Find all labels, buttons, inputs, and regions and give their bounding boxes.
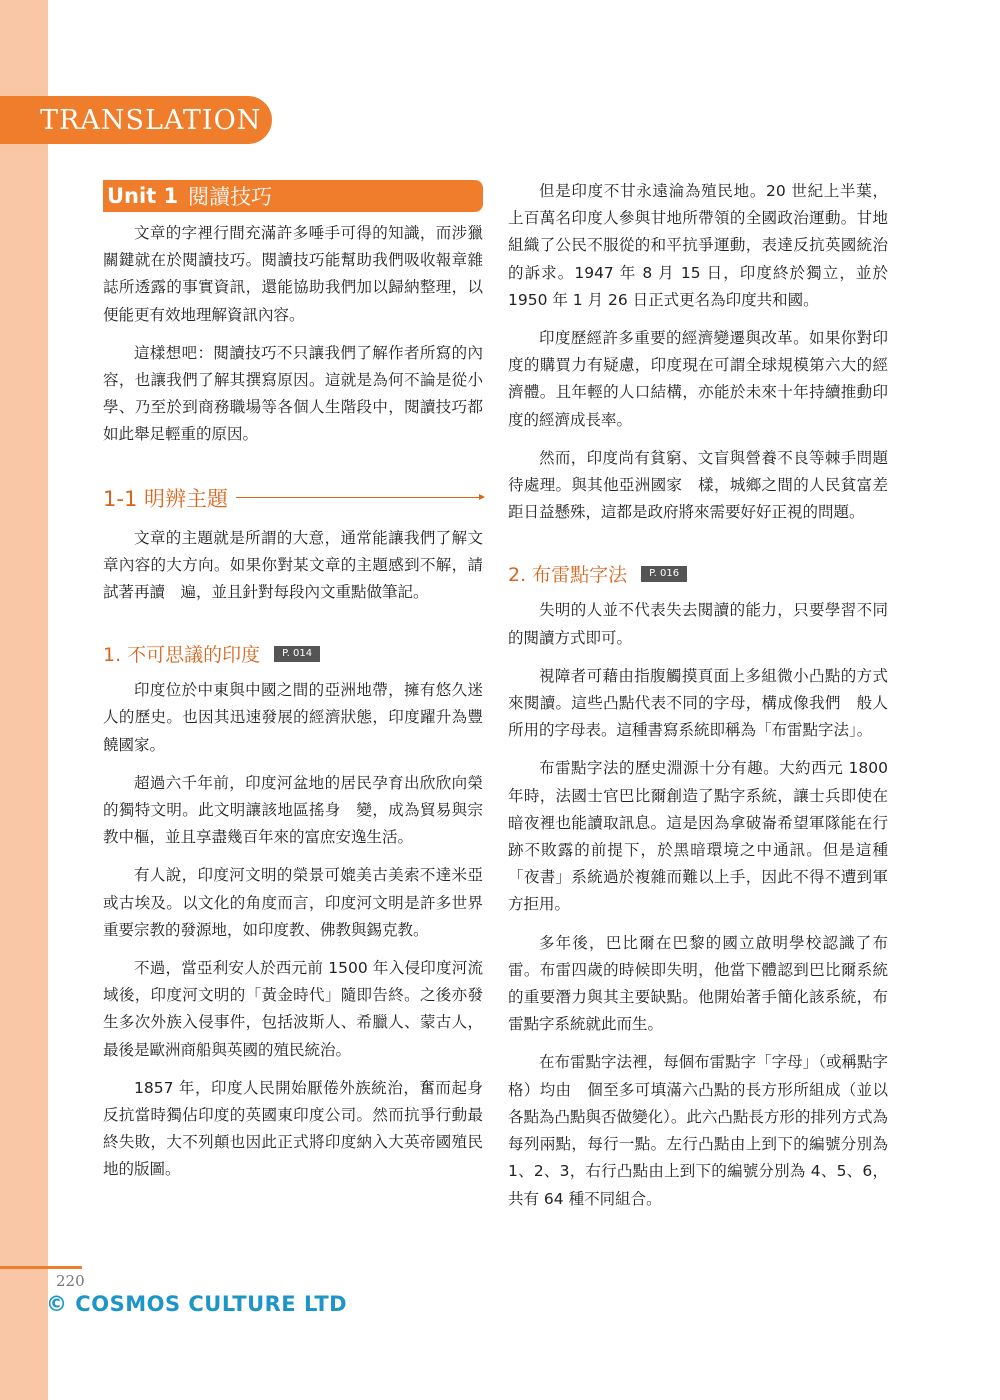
- unit-number: Unit 1: [107, 184, 179, 208]
- section-heading: [103, 483, 483, 513]
- intro-paragraph: 這樣想吧：閱讀技巧不只讓我們了解作者所寫的內容，也讓我們了解其撰寫原因。這就是為何不論是從小學、乃至於到商務職場等各個人生階段中，閱讀技巧都如此舉足輕重的原因。: [103, 343, 483, 444]
- page-number: 220: [56, 1272, 85, 1290]
- article-paragraph: 超過六千年前，印度河盆地的居民孕育出欣欣向榮的獨特文明。此文明讓該地區搖身 變，成為貿易與宗教中樞，並且享盡幾百年來的富庶安逸生活。: [103, 773, 483, 847]
- page-reference-badge: P. 016: [641, 566, 687, 582]
- section-paragraph: 文章的主題就是所謂的大意，通常能讓我們了解文章內容的大方向。如果你對某文章的主題感到不解，請試著再讀 遍，並且針對每段內文重點做筆記。: [103, 528, 483, 602]
- translation-banner: [0, 96, 272, 144]
- article-paragraph: 印度位於中東與中國之間的亞洲地帶，擁有悠久迷人的歷史。也因其迅速發展的經濟狀態，印度躍升為豐饒國家。: [103, 681, 483, 754]
- article-paragraph: 有人說，印度河文明的榮景可媲美古美索不達米亞或古埃及。以文化的角度而言，印度河文明是許多世界重要宗教的發源地，如印度教、佛教與錫克教。: [103, 866, 483, 939]
- right-column: [508, 178, 888, 1224]
- article-title: 1. 不可思議的印度: [103, 644, 261, 667]
- footer-accent-line: [0, 1266, 82, 1269]
- article-heading: [508, 560, 888, 587]
- article-paragraph: 然而，印度尚有貧窮、文盲與營養不良等棘手問題待處理。與其他亞洲國家 樣，城鄉之間的人民貧富差距日益懸殊，這都是政府將來需要好好正視的問題。: [508, 448, 888, 522]
- article-paragraph: 1857 年，印度人民開始厭倦外族統治，奮而起身反抗當時獨佔印度的英國東印度公司。然而抗爭行動最終失敗，大不列顛也因此正式將印度納入大英帝國殖民地的版圖。: [103, 1078, 483, 1179]
- section-arrow-line: [236, 497, 483, 498]
- side-color-strip: [0, 0, 48, 1400]
- article-heading: [103, 640, 483, 667]
- article-title: 2. 布雷點字法: [508, 564, 628, 587]
- article-paragraph: 視障者可藉由指腹觸摸頁面上多組微小凸點的方式來閱讀。這些凸點代表不同的字母，構成像我們 般人所用的字母表。這種書寫系統即稱為「布雷點字法」。: [508, 666, 888, 740]
- intro-paragraph: 文章的字裡行間充滿許多唾手可得的知識，而涉獵關鍵就在於閱讀技巧。閱讀技巧能幫助我們吸收報章雜誌所透露的事實資訊，還能協助我們加以歸納整理，以便能更有效地理解資訊內容。: [103, 224, 483, 324]
- copyright-watermark: © COSMOS CULTURE LTD: [46, 1292, 348, 1316]
- article-paragraph: 多年後，巴比爾在巴黎的國立啟明學校認識了布雷。布雷四歲的時候即失明，他當下體認到巴比爾系統的重要潛力與其主要缺點。他開始著手簡化該系統，布雷點字系統就此而生。: [508, 933, 888, 1034]
- unit-heading: [103, 180, 483, 212]
- article-paragraph: 布雷點字法的歷史淵源十分有趣。大約西元 1800 年時，法國士官巴比爾創造了點字系統，讓士兵即使在暗夜裡也能讀取訊息。這是因為拿破崙希望軍隊能在行跡不敗露的前提下，於黑暗環境之中通訊。但是這種「夜書」系統過於複雜而難以上手，因此不得不遭到軍方拒用。: [508, 759, 888, 914]
- page-reference-badge: P. 014: [274, 646, 320, 662]
- article-paragraph: 不過，當亞利安人於西元前 1500 年入侵印度河流域後，印度河文明的「黃金時代」隨即告終。之後亦發生多次外族入侵事件，包括波斯人、希臘人、蒙古人，最後是歐洲商船與英國的殖民統治。: [103, 959, 483, 1059]
- section-title: 1-1 明辨主題: [103, 486, 228, 511]
- article-paragraph: 印度歷經許多重要的經濟變遷與改革。如果你對印度的購買力有疑慮，印度現在可謂全球規模第六大的經濟體。且年輕的人口結構，亦能於未來十年持續推動印度的經濟成長率。: [508, 329, 888, 429]
- article-paragraph: 但是印度不甘永遠淪為殖民地。20 世紀上半葉，上百萬名印度人參與甘地所帶領的全國政治運動。甘地組織了公民不服從的和平抗爭運動，表達反抗英國統治的訴求。1947 年 8 月 15 日，印度終於獨立，並於 1950 年 1 月 26 日正式更名為印度共和國。: [508, 182, 888, 309]
- article-paragraph: 在布雷點字法裡，每個布雷點字「字母」（或稱點字格）均由 個至多可填滿六凸點的長方形所組成（並以各點為凸點與否做變化）。此六凸點長方形的排列方式為每列兩點，每行一點。左行凸點由上到下的編號分別為 1、2、3，右行凸點由上到下的編號分別為 4、5、6，共有 64 種不同組合。: [508, 1053, 888, 1208]
- left-column: [103, 178, 483, 1195]
- banner-title: TRANSLATION: [40, 104, 262, 136]
- unit-title: 閱讀技巧: [188, 185, 273, 209]
- article-paragraph: 失明的人並不代表失去閱讀的能力，只要學習不同的閱讀方式即可。: [508, 601, 888, 647]
